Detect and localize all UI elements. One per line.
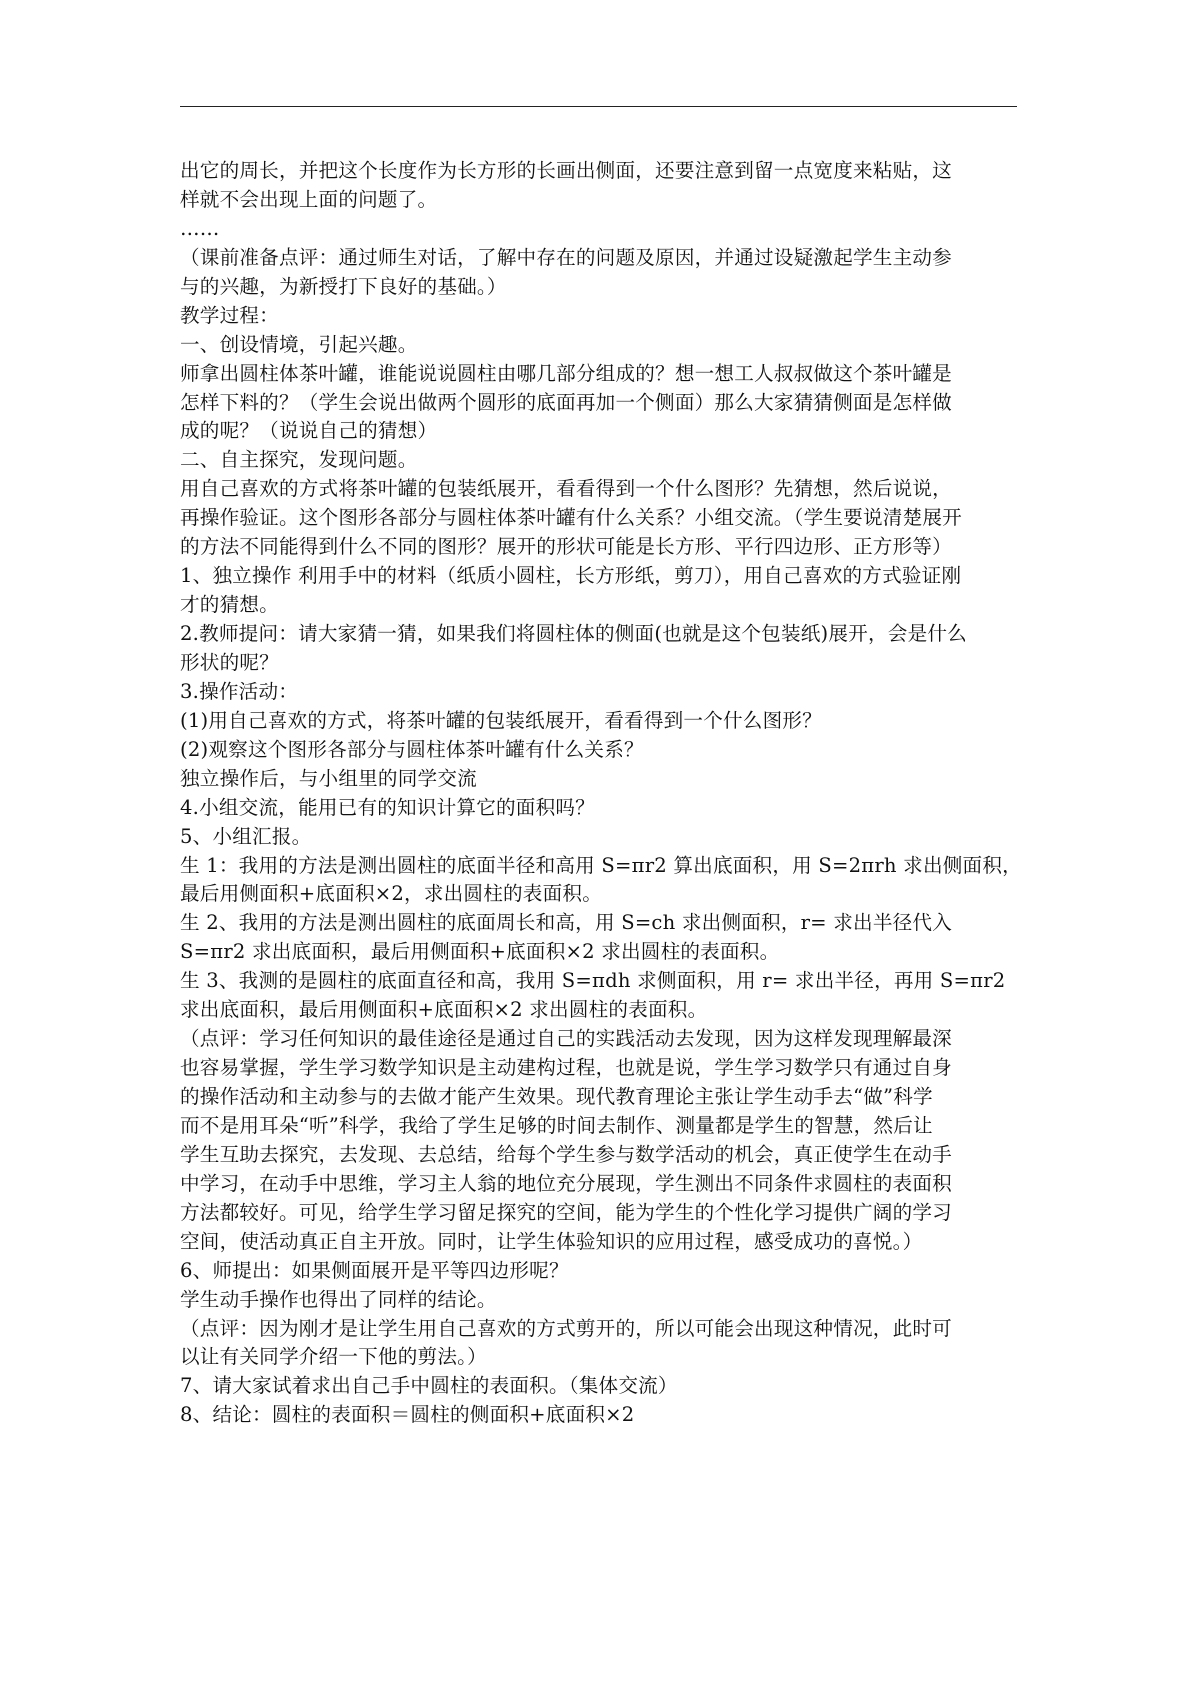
text-line: 用自己喜欢的方式将茶叶罐的包装纸展开，看看得到一个什么图形？先猜想，然后说说，	[180, 477, 952, 501]
text-line: 的操作活动和主动参与的去做才能产生效果。现代教育理论主张让学生动手去“做”科学	[180, 1085, 933, 1108]
document-body	[180, 157, 1022, 1430]
text-line: 样就不会出现上面的问题了。	[180, 187, 438, 211]
text-line: 形状的呢？	[180, 650, 279, 674]
text-line: 5、小组汇报。	[180, 824, 312, 848]
text-line: 求出底面积，最后用侧面积+底面积×2 求出圆柱的表面积。	[180, 998, 708, 1022]
text-line: 中学习，在动手中思维，学习主人翁的地位充分展现，学生测出不同条件求圆柱的表面积	[180, 1171, 952, 1195]
text-line: 生 3、我测的是圆柱的底面直径和高，我用 S=πdh 求侧面积，用 r= 求出半径，再用 S=πr2	[180, 969, 1006, 993]
text-line: （点评：因为刚才是让学生用自己喜欢的方式剪开的，所以可能会出现这种情况，此时可	[180, 1316, 952, 1340]
section-heading: 教学过程：	[180, 303, 279, 327]
text-line: 与的兴趣，为新授打下良好的基础。）	[180, 274, 507, 298]
text-line: 师拿出圆柱体茶叶罐，谁能说说圆柱由哪几部分组成的？想一想工人叔叔做这个茶叶罐是	[180, 361, 952, 385]
header-rule	[180, 106, 1017, 107]
text-line: 方法都较好。可见，给学生学习留足探究的空间，能为学生的个性化学习提供广阔的学习	[180, 1200, 952, 1224]
text-line: 学生动手操作也得出了同样的结论。	[180, 1287, 497, 1311]
text-line: 1、独立操作 利用手中的材料（纸质小圆柱，长方形纸，剪刀），用自己喜欢的方式验证刚	[180, 564, 962, 588]
ellipsis-line: ……	[180, 216, 220, 240]
text-line: 7、请大家试着求出自己手中圆柱的表面积。（集体交流）	[180, 1374, 678, 1398]
text-line: 再操作验证。这个图形各部分与圆柱体茶叶罐有什么关系？小组交流。（学生要说清楚展开	[180, 506, 962, 530]
text-line: 也容易掌握，学生学习数学知识是主动建构过程，也就是说，学生学习数学只有通过自身	[180, 1056, 952, 1080]
text-line: 空间，使活动真正自主开放。同时，让学生体验知识的应用过程，感受成功的喜悦。）	[180, 1229, 923, 1253]
text-line: 6、师提出：如果侧面展开是平等四边形呢？	[180, 1258, 569, 1282]
text-line: 出它的周长，并把这个长度作为长方形的长画出侧面，还要注意到留一点宽度来粘贴，这	[180, 159, 952, 182]
text-line: (1)用自己喜欢的方式，将茶叶罐的包装纸展开，看看得到一个什么图形？	[180, 708, 822, 732]
text-line: 而不是用耳朵“听”科学，我给了学生足够的时间去制作、测量都是学生的智慧，然后让	[180, 1113, 933, 1137]
text-line: （点评：学习任何知识的最佳途径是通过自己的实践活动去发现，因为这样发现理解最深	[180, 1027, 952, 1051]
text-line: 怎样下料的？（学生会说出做两个圆形的底面再加一个侧面）那么大家猜猜侧面是怎样做	[180, 390, 952, 414]
text-line: 4.小组交流，能用已有的知识计算它的面积吗？	[180, 795, 595, 819]
text-line: 学生互助去探究，去发现、去总结，给每个学生参与数学活动的机会，真正使学生在动手	[180, 1142, 952, 1166]
text-line: 生 1：我用的方法是测出圆柱的底面半径和高用 S=πr2 算出底面积，用 S=2πrh 求出侧面积，	[180, 853, 1022, 877]
text-line: 的方法不同能得到什么不同的图形？展开的形状可能是长方形、平行四边形、正方形等）	[180, 535, 952, 559]
section-heading: 一、创设情境，引起兴趣。	[180, 332, 418, 356]
text-line: 8、结论：圆柱的表面积＝圆柱的侧面积+底面积×2	[180, 1403, 635, 1427]
text-line: 2.教师提问：请大家猜一猜，如果我们将圆柱体的侧面(也就是这个包装纸)展开，会是什么	[180, 622, 967, 645]
text-line: 独立操作后，与小组里的同学交流	[180, 766, 477, 790]
text-line: 生 2、我用的方法是测出圆柱的底面周长和高，用 S=ch 求出侧面积，r= 求出半径代入	[180, 911, 952, 935]
text-line: 以让有关同学介绍一下他的剪法。）	[180, 1345, 487, 1369]
text-line: S=πr2 求出底面积，最后用侧面积+底面积×2 求出圆柱的表面积。	[180, 940, 780, 964]
text-line: 才的猜想。	[180, 593, 279, 617]
text-line: （课前准备点评：通过师生对话，了解中存在的问题及原因，并通过设疑激起学生主动参	[180, 245, 952, 269]
text-line: 3.操作活动：	[180, 679, 299, 703]
section-heading: 二、自主探究，发现问题。	[180, 448, 418, 472]
text-line: 最后用侧面积+底面积×2，求出圆柱的表面积。	[180, 882, 602, 906]
text-line: 成的呢？（说说自己的猜想）	[180, 419, 438, 443]
text-line: (2)观察这个图形各部分与圆柱体茶叶罐有什么关系？	[180, 737, 644, 761]
